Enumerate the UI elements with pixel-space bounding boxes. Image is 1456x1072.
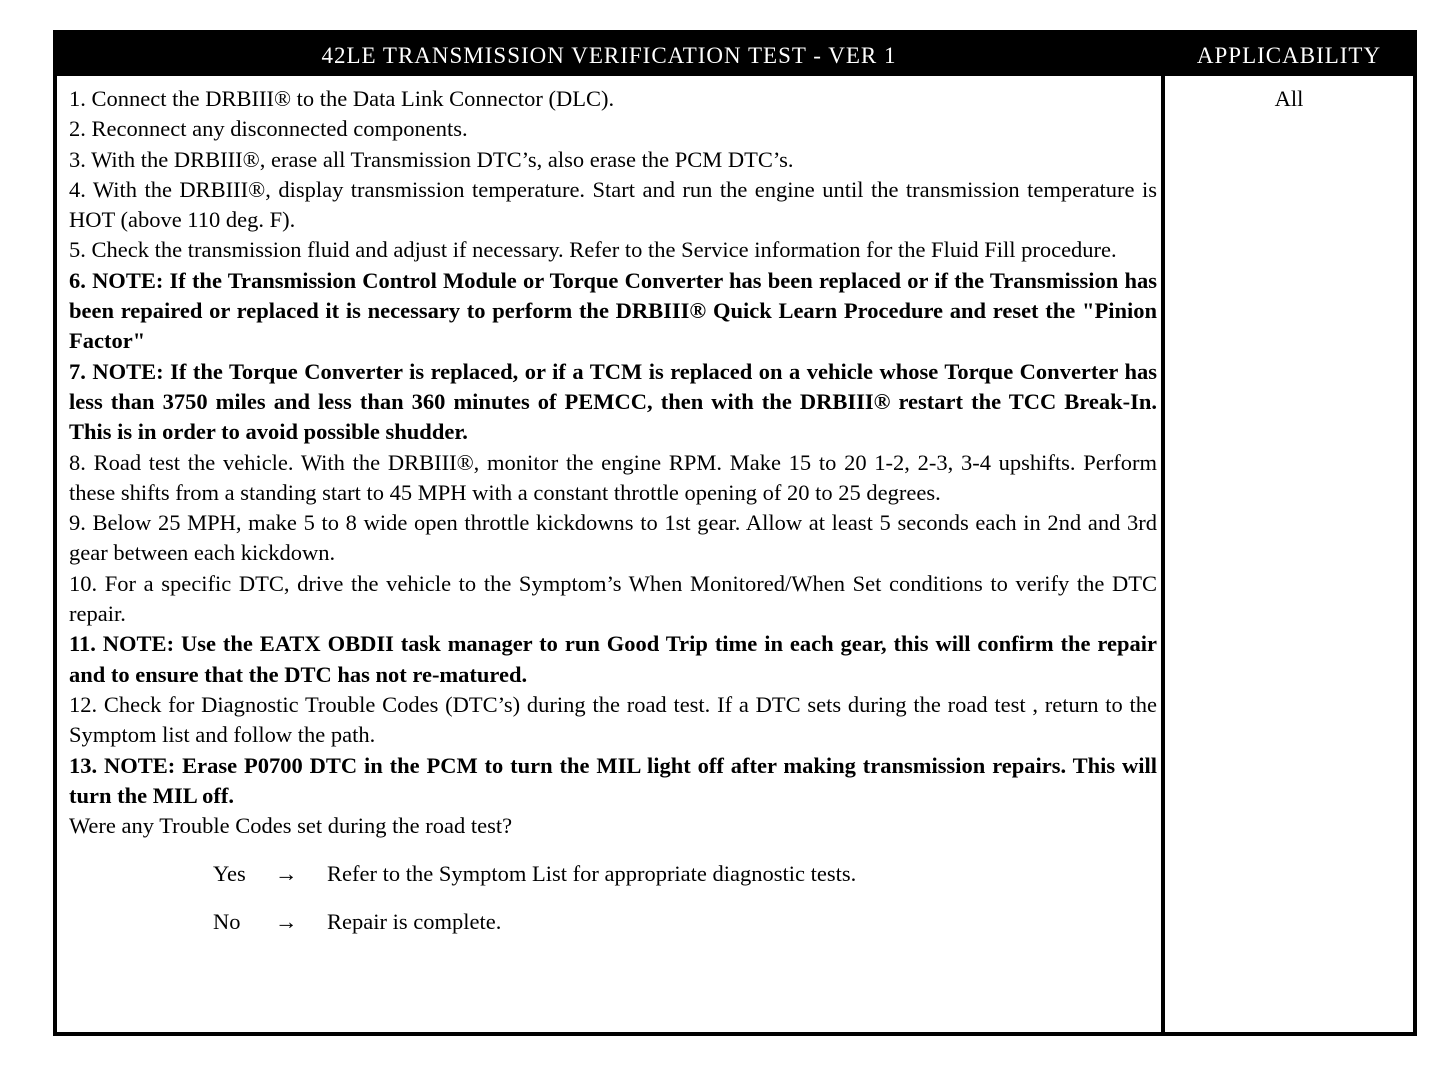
- outcome-yes-label: Yes: [213, 861, 246, 887]
- test-procedure: [69, 84, 1157, 955]
- outcome-yes-text: Refer to the Symptom List for appropriate diagnostic tests.: [327, 861, 857, 887]
- table-header: [57, 34, 1413, 76]
- step-4: 4. With the DRBIII®, display transmission temperature. Start and run the engine until the transmission temperature is HOT (above 110 deg. F).: [69, 176, 1157, 233]
- column-divider: [1161, 76, 1165, 1032]
- test-title: 42LE TRANSMISSION VERIFICATION TEST - VER 1: [321, 43, 897, 68]
- outcome-no: [69, 907, 1157, 955]
- arrow-right-icon: →: [275, 909, 298, 935]
- outcome-no-label: No: [213, 909, 241, 935]
- step-3: 3. With the DRBIII®, erase all Transmission DTC’s, also erase the PCM DTC’s.: [69, 146, 794, 172]
- step-1: 1. Connect the DRBIII® to the Data Link Connector (DLC).: [69, 86, 615, 111]
- step-2: 2. Reconnect any disconnected components.: [69, 116, 468, 142]
- step-6-note: 6. NOTE: If the Transmission Control Module or Torque Converter has been replaced or if the Transmission has been repaired or replaced it is necessary to perform the DRBIII® Quick Learn Procedure and reset the "Pinion Factor": [69, 267, 1157, 354]
- step-9: 9. Below 25 MPH, make 5 to 8 wide open throttle kickdowns to 1st gear. Allow at least 5 seconds each in 2nd and 3rd gear between each kickdown.: [69, 510, 1157, 566]
- step-11-note: 11. NOTE: Use the EATX OBDII task manager to run Good Trip time in each gear, this will confirm the repair and to ensure that the DTC has not re-matured.: [69, 631, 1157, 687]
- arrow-right-icon: →: [275, 861, 298, 887]
- outcome-no-text: Repair is complete.: [327, 909, 502, 935]
- step-13-note: 13. NOTE: Erase P0700 DTC in the PCM to turn the MIL light off after making transmission repairs. This will turn the MIL off.: [69, 752, 1157, 808]
- step-5: 5. Check the transmission fluid and adjust if necessary. Refer to the Service information for the Fluid Fill procedure.: [69, 237, 1117, 263]
- step-8: 8. Road test the vehicle. With the DRBIII®, monitor the engine RPM. Make 15 to 20 1-2, 2-3, 3-4 upshifts. Perform these shifts from a standing start to 45 MPH with a constant throttle opening of 20 to 25 degrees.: [69, 449, 1157, 505]
- step-12: 12. Check for Diagnostic Trouble Codes (DTC’s) during the road test. If a DTC sets during the road test , return to the Symptom list and follow the path.: [69, 691, 1157, 748]
- test-question: Were any Trouble Codes set during the road test?: [69, 813, 513, 839]
- applicability-header: APPLICABILITY: [1196, 43, 1382, 68]
- step-7-note: 7. NOTE: If the Torque Converter is replaced, or if a TCM is replaced on a vehicle whose Torque Converter has less than 3750 miles and less than 360 minutes of PEMCC, then with the DRBIII® restart the TCC Break-In. This is in order to avoid possible shudder.: [69, 358, 1157, 445]
- applicability-value: All: [1274, 86, 1304, 111]
- outcome-yes: [69, 859, 1157, 907]
- verification-test-table: [53, 30, 1417, 1036]
- step-10: 10. For a specific DTC, drive the vehicle to the Symptom’s When Monitored/When Set conditions to verify the DTC repair.: [69, 570, 1157, 627]
